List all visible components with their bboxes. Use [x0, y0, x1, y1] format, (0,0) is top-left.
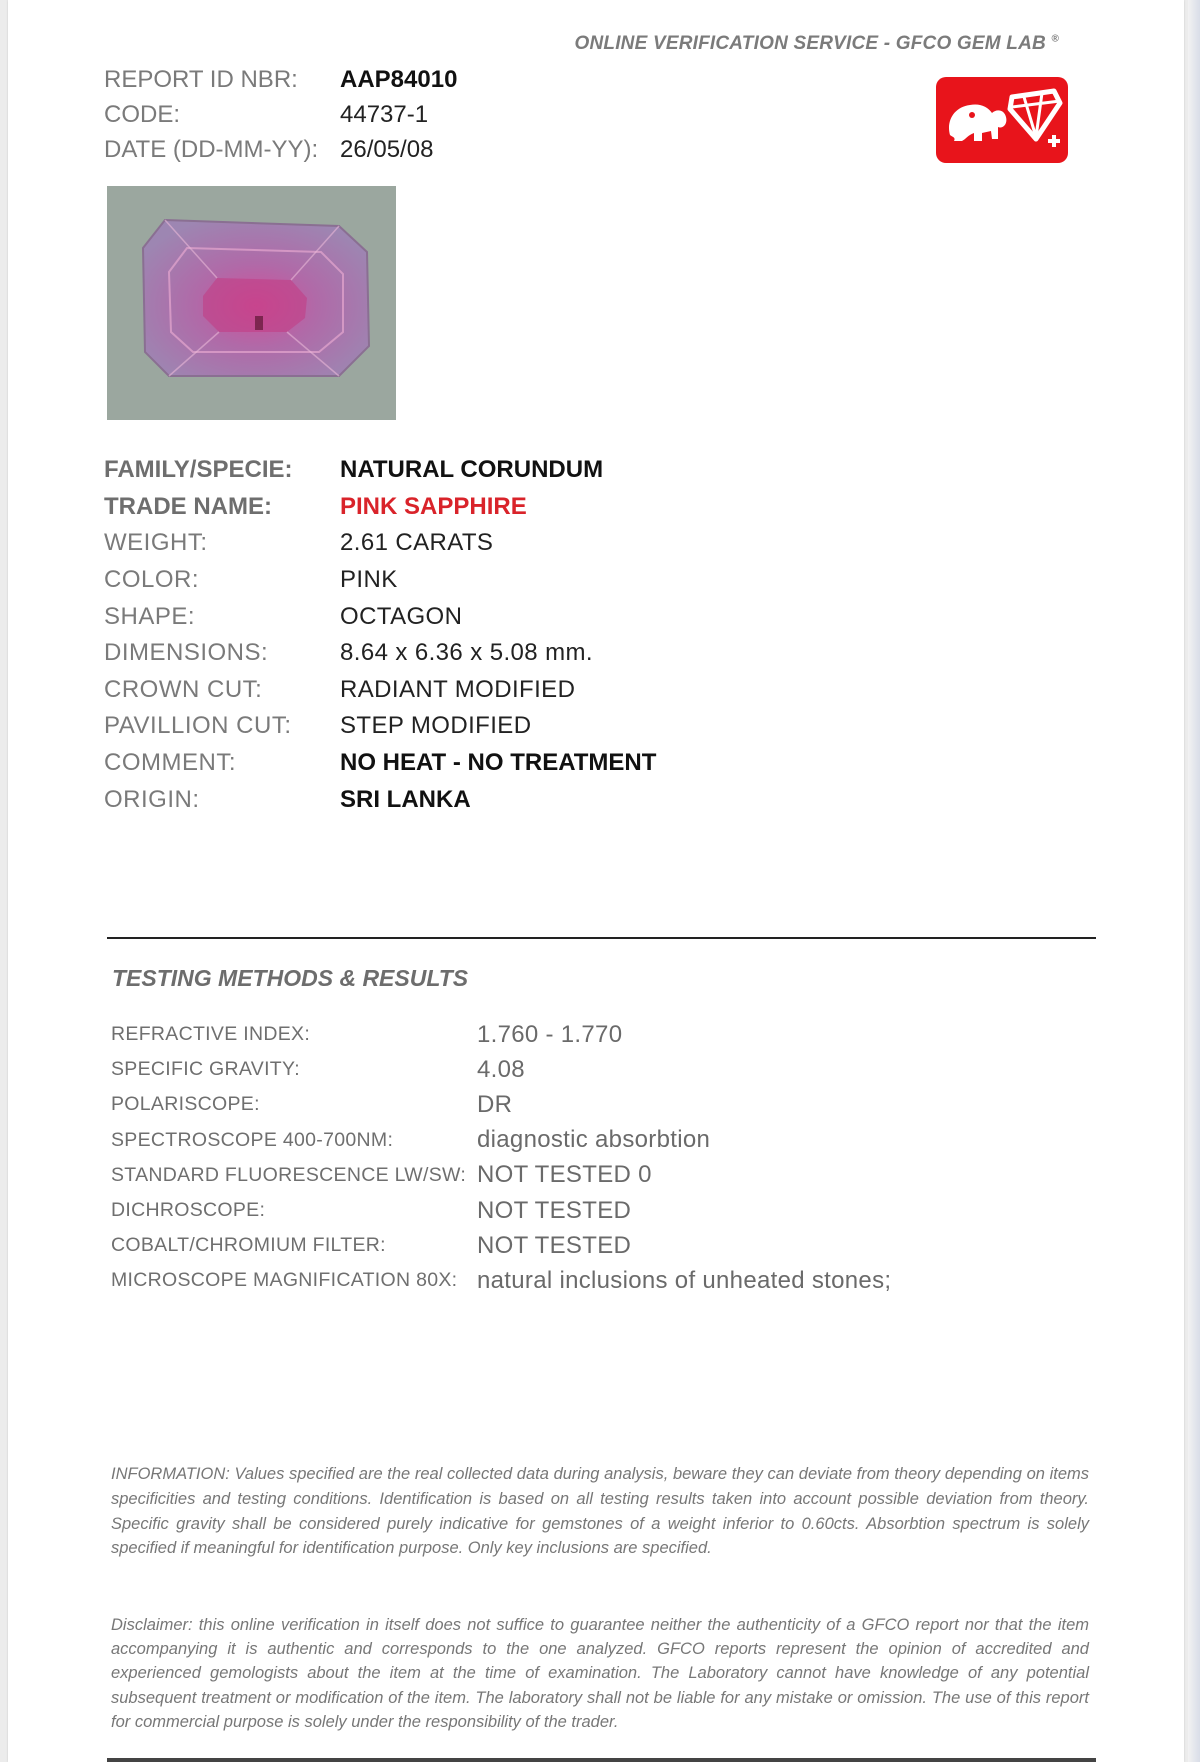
property-row — [104, 781, 656, 818]
refractive-index-value: 1.760 - 1.770 — [477, 1020, 623, 1048]
disclaimer-note: Disclaimer: this online verification in itself does not suffice to guarantee neither the authenticity of a GFCO report nor that the item accompanying it is authentic and corresponds to the one analyzed. GFCO reports represent the opinion of accredited and experienced gemologists about the item at the time of examination. The Laboratory cannot have knowledge of any potential subsequent treatment or modification of the item. The laboratory shall not be liable for any mistake or omission. The use of this report for commercial purpose is solely under the responsibility of the trader. — [111, 1616, 1089, 1731]
registered-mark: ® — [1051, 33, 1059, 45]
test-row — [111, 1263, 891, 1298]
fluorescence-value: NOT TESTED 0 — [477, 1161, 652, 1189]
code-row — [104, 97, 457, 132]
test-row — [111, 1052, 891, 1087]
code-value: 44737-1 — [340, 100, 429, 128]
window-edge — [1188, 0, 1200, 1762]
section-divider — [107, 937, 1096, 939]
bottom-divider — [107, 1758, 1096, 1762]
service-title-text: ONLINE VERIFICATION SERVICE - GFCO GEM LAB — [574, 33, 1046, 54]
family-value: NATURAL CORUNDUM — [340, 456, 604, 484]
property-row — [104, 562, 656, 599]
spectroscope-label: SPECTROSCOPE 400-700NM: — [111, 1128, 394, 1151]
gem-properties — [104, 452, 656, 818]
property-row — [104, 525, 656, 562]
test-row — [111, 1087, 891, 1122]
crown-cut-value: RADIANT MODIFIED — [340, 675, 576, 703]
weight-value: 2.61 CARATS — [340, 529, 494, 557]
comment-value: NO HEAT - NO TREATMENT — [340, 749, 657, 777]
date-value: 26/05/08 — [340, 135, 434, 163]
property-row — [104, 672, 656, 709]
property-row — [104, 598, 656, 635]
gfco-logo-icon — [936, 77, 1068, 163]
shape-value: OCTAGON — [340, 602, 463, 630]
specific-gravity-label: SPECIFIC GRAVITY: — [111, 1058, 300, 1081]
gemstone-photo — [107, 186, 396, 420]
report-page — [8, 0, 1184, 1762]
report-id-row — [104, 62, 457, 97]
cobalt-filter-label: COBALT/CHROMIUM FILTER: — [111, 1234, 386, 1257]
tests-section-title: TESTING METHODS & RESULTS — [112, 965, 469, 991]
spectroscope-value: diagnostic absorbtion — [477, 1126, 711, 1154]
date-label: DATE (DD-MM-YY): — [104, 135, 319, 163]
tests-table — [111, 1017, 891, 1299]
dimensions-value: 8.64 x 6.36 x 5.08 mm. — [340, 639, 593, 667]
verification-service-title — [574, 33, 1059, 55]
microscope-label: MICROSCOPE MAGNIFICATION 80X: — [111, 1269, 458, 1292]
dichroscope-label: DICHROSCOPE: — [111, 1199, 266, 1222]
report-id-value: AAP84010 — [340, 65, 458, 93]
origin-value: SRI LANKA — [340, 785, 471, 813]
polariscope-label: POLARISCOPE: — [111, 1093, 260, 1116]
dimensions-label: DIMENSIONS: — [104, 639, 269, 667]
pavillion-cut-label: PAVILLION CUT: — [104, 712, 292, 740]
property-row — [104, 708, 656, 745]
color-label: COLOR: — [104, 566, 200, 594]
property-row — [104, 452, 656, 489]
test-row — [111, 1123, 891, 1158]
property-row — [104, 635, 656, 672]
property-row — [104, 489, 656, 526]
comment-label: COMMENT: — [104, 749, 236, 777]
origin-label: ORIGIN: — [104, 785, 200, 813]
family-label: FAMILY/SPECIE: — [104, 456, 293, 484]
fluorescence-label: STANDARD FLUORESCENCE LW/SW: — [111, 1163, 467, 1186]
test-row — [111, 1158, 891, 1193]
specific-gravity-value: 4.08 — [477, 1055, 525, 1083]
trade-name-value: PINK SAPPHIRE — [340, 492, 527, 520]
microscope-value: natural inclusions of unheated stones; — [477, 1266, 892, 1294]
report-meta — [104, 62, 457, 167]
code-label: CODE: — [104, 100, 181, 128]
pavillion-cut-value: STEP MODIFIED — [340, 712, 532, 740]
test-row — [111, 1017, 891, 1052]
property-row — [104, 745, 656, 782]
weight-label: WEIGHT: — [104, 529, 208, 557]
polariscope-value: DR — [477, 1090, 513, 1118]
color-value: PINK — [340, 566, 398, 594]
report-id-label: REPORT ID NBR: — [104, 65, 298, 93]
crown-cut-label: CROWN CUT: — [104, 675, 263, 703]
date-row — [104, 132, 457, 167]
test-row — [111, 1228, 891, 1263]
cobalt-filter-value: NOT TESTED — [477, 1231, 632, 1259]
shape-label: SHAPE: — [104, 602, 196, 630]
refractive-index-label: REFRACTIVE INDEX: — [111, 1023, 311, 1046]
information-note: INFORMATION: Values specified are the real collected data during analysis, beware they can deviate from theory depending on items specificities and testing conditions. Identification is based on all testing results taken into account possible deviation from theory. Specific gravity shall be considered purely indicative for gemstones of a weight inferior to 0.60cts. Absorbtion spectrum is solely specified if meaningful for identification purpose. Only key inclusions are specified. — [111, 1465, 1089, 1558]
trade-name-label: TRADE NAME: — [104, 492, 272, 520]
dichroscope-value: NOT TESTED — [477, 1196, 632, 1224]
test-row — [111, 1193, 891, 1228]
